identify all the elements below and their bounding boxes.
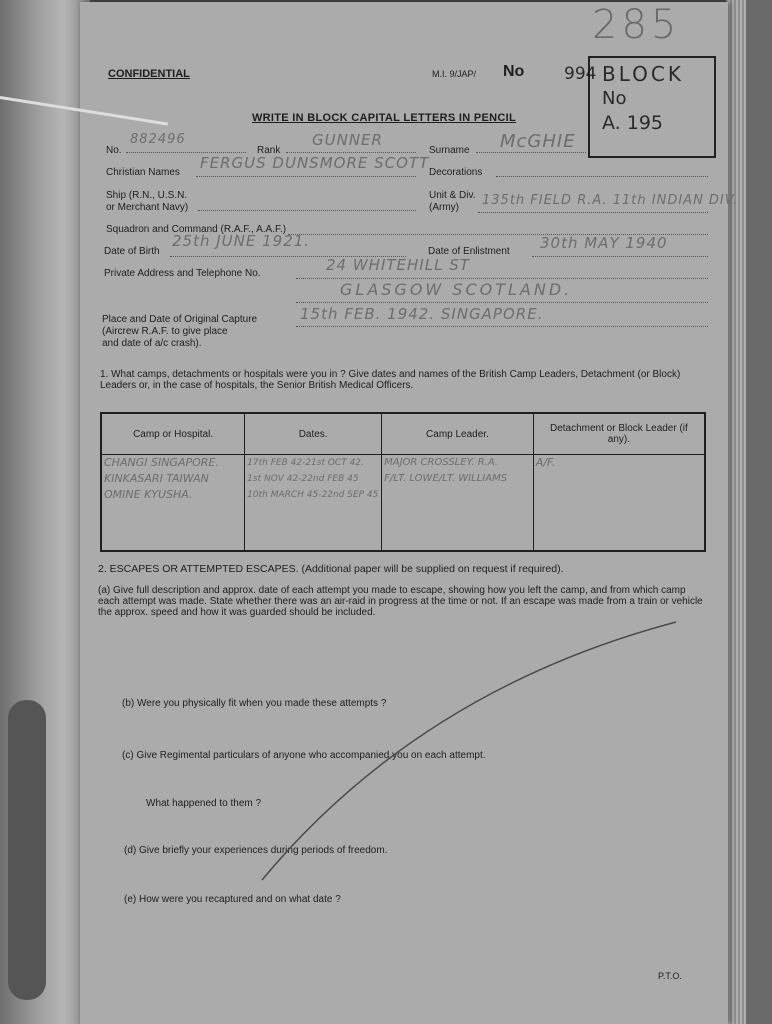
address-line-2: GLASGOW SCOTLAND. <box>340 280 573 299</box>
enlistment-value: 30th MAY 1940 <box>540 234 668 252</box>
surname-value: McGHIE <box>500 131 576 152</box>
form-reference: M.I. 9/JAP/ <box>432 69 477 79</box>
table-cell: A/F. <box>535 456 556 469</box>
address-label: Private Address and Telephone No. <box>104 268 261 279</box>
section-2-title: 2. ESCAPES OR ATTEMPTED ESCAPES. (Additional paper will be supplied on request if required). <box>98 563 564 575</box>
enlistment-label: Date of Enlistment <box>428 246 510 257</box>
block-stamp-title: BLOCK <box>602 62 684 86</box>
table-cell: F/LT. LOWE/LT. WILLIAMS <box>384 473 508 484</box>
christian-names-label: Christian Names <box>106 167 180 178</box>
no-label: No. <box>106 145 122 156</box>
section-2c-text: (c) Give Regimental particulars of anyone who accompanied you on each attempt. <box>122 750 486 761</box>
unit-value: 135th FIELD R.A. 11th INDIAN DIV. <box>482 193 739 208</box>
ship-label-2: or Merchant Navy) <box>106 202 189 213</box>
section-2b-text: (b) Were you physically fit when you made these attempts ? <box>122 698 387 709</box>
table-cell: MAJOR CROSSLEY. R.A. <box>384 457 499 468</box>
ship-label-1: Ship (R.N., U.S.N. <box>106 190 188 201</box>
table-cell: CHANGI SINGAPORE. <box>104 456 219 469</box>
column-header-detachment-leader: Detachment or Block Leader (if any). <box>533 413 705 455</box>
date-of-birth-value: 25th JUNE 1921. <box>172 232 311 250</box>
date-of-birth-label: Date of Birth <box>104 246 160 257</box>
instruction-heading: WRITE IN BLOCK CAPITAL LETTERS IN PENCIL <box>252 112 516 124</box>
decorations-label: Decorations <box>429 167 483 178</box>
section-2a-text: (a) Give full description and approx. date of each attempt you made to escape, showing how you left the camp, and from which camp each attempt was made. State whether there was an air-raid in progress at the time or not. If an escape was made from a train or vehicle the approx. speed and how it was guarded should be included. <box>98 585 703 618</box>
unit-label-1: Unit & Div. <box>429 190 476 201</box>
rank-value: GUNNER <box>312 131 383 149</box>
unit-label-2: (Army) <box>429 202 459 213</box>
no-value: 882496 <box>130 132 186 147</box>
handwritten-number: 285 <box>592 2 681 48</box>
table-cell: 17th FEB 42-21st OCT 42. <box>247 458 364 468</box>
address-line-1: 24 WHITEHILL ST <box>326 256 470 274</box>
table-cell: OMINE KYUSHA. <box>104 488 193 501</box>
section-2d-text: (d) Give briefly your experiences during periods of freedom. <box>124 845 388 856</box>
number-symbol: No <box>503 63 525 80</box>
confidential-label: CONFIDENTIAL <box>108 68 190 80</box>
pto-label: P.T.O. <box>658 971 682 981</box>
capture-label-1: Place and Date of Original Capture <box>102 314 258 325</box>
column-header-camp-leader: Camp Leader. <box>382 413 534 455</box>
table-cell: KINKASARI TAIWAN <box>104 472 209 485</box>
capture-label-3: and date of a/c crash). <box>102 338 202 349</box>
squadron-label: Squadron and Command (R.A.F., A.A.F.) <box>106 224 287 235</box>
table-cell: 10th MARCH 45-22nd SEP 45 <box>247 490 379 500</box>
capture-label-2: (Aircrew R.A.F. to give place <box>102 326 228 337</box>
form-number: 994 <box>564 64 597 84</box>
surname-label: Surname <box>429 145 470 156</box>
column-header-dates: Dates. <box>245 413 382 455</box>
block-stamp-no: No <box>602 88 627 109</box>
table-cell: 1st NOV 42-22nd FEB 45 <box>247 474 359 484</box>
capture-value: 15th FEB. 1942. SINGAPORE. <box>300 305 544 323</box>
block-stamp-number: A. 195 <box>602 112 664 134</box>
question-1-text: 1. What camps, detachments or hospitals were you in ? Give dates and names of the British Camp Leaders, Detachment (or Block) Leaders or, in the case of hospitals, the Senior British Medical Officers. <box>100 369 681 391</box>
christian-names-value: FERGUS DUNSMORE SCOTT <box>200 154 430 172</box>
section-2c-followup: What happened to them ? <box>146 798 262 809</box>
rank-label: Rank <box>257 145 281 156</box>
section-2e-text: (e) How were you recaptured and on what date ? <box>124 894 341 905</box>
column-header-camp: Camp or Hospital. <box>101 413 245 455</box>
